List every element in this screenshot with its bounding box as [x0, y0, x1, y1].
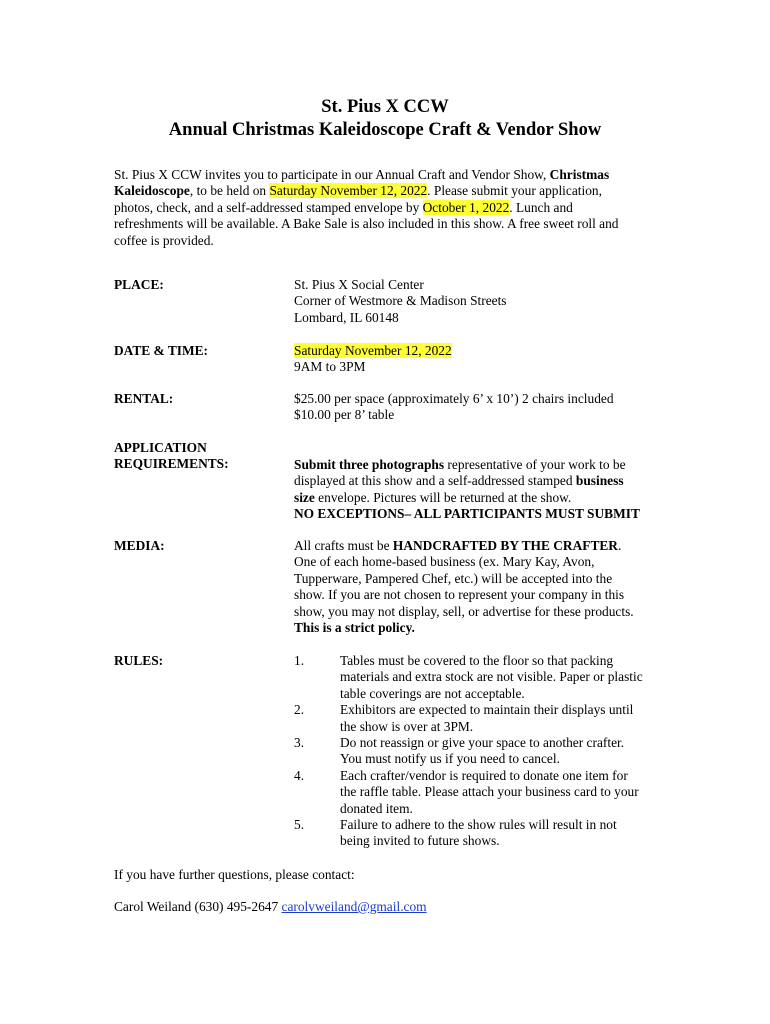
time-line: 9AM to 3PM — [294, 359, 366, 375]
rule-item — [294, 817, 674, 850]
intro-text: . Please submit your application, — [427, 183, 602, 199]
rule-text — [340, 768, 656, 817]
intro-text: coffee is provided. — [114, 232, 214, 248]
bold-text: size — [294, 489, 315, 505]
rule-text-line: table coverings are not acceptable. — [340, 685, 525, 701]
media-line: show. If you are not chosen to represent your company in this — [294, 587, 625, 603]
highlighted-date: Saturday November 12, 2022 — [294, 343, 452, 358]
application-text: envelope. Pictures will be returned at the show. — [314, 489, 572, 505]
intro-text: St. Pius X CCW invites you to participate in our Annual Craft and Vendor Show, — [114, 167, 550, 182]
show-name: Christmas — [549, 167, 610, 182]
media-text: . — [617, 538, 622, 553]
application-text: representative of your work to be — [444, 457, 626, 472]
media-label: MEDIA: — [114, 538, 165, 553]
contact-question: If you have further questions, please contact: — [114, 867, 355, 882]
rental-label: RENTAL: — [114, 391, 174, 406]
rule-text — [340, 653, 656, 702]
rule-text — [340, 735, 656, 768]
page-title: St. Pius X CCW — [321, 97, 449, 117]
application-label-line: REQUIREMENTS: — [114, 456, 229, 472]
rule-number: 3. — [294, 735, 305, 751]
rule-text-line: Failure to adhere to the show rules will result in not — [340, 817, 617, 833]
rule-number: 4. — [294, 767, 305, 783]
media-value — [294, 538, 670, 636]
application-label-line: APPLICATION — [114, 440, 207, 455]
rule-text-line: Exhibitors are expected to maintain their displays until — [340, 702, 634, 718]
place-line: Corner of Westmore & Madison Streets — [294, 293, 507, 309]
application-text: displayed at this show and a self-addressed stamped — [294, 473, 576, 489]
rule-text-line: the show is over at 3PM. — [340, 718, 474, 734]
rule-text-line: Do not reassign or give your space to another crafter. — [340, 735, 625, 751]
bold-text: NO EXCEPTIONS– ALL PARTICIPANTS MUST SUBMIT — [294, 506, 640, 522]
contact-name-phone: Carol Weiland (630) 495-2647 — [114, 899, 282, 914]
application-value — [294, 457, 670, 523]
email-link[interactable]: carolvweiland@gmail.com — [281, 899, 427, 914]
place-line: Lombard, IL 60148 — [294, 309, 399, 325]
rule-number: 2. — [294, 702, 305, 718]
media-line: Tupperware, Pampered Chef, etc.) will be accepted into the — [294, 570, 613, 586]
rules-list — [294, 653, 674, 850]
bold-text: Submit three photographs — [294, 457, 445, 472]
contact-line — [114, 899, 427, 915]
highlighted-date: Saturday November 12, 2022 — [269, 183, 428, 199]
application-label — [114, 440, 284, 473]
intro-text: . Lunch and — [509, 199, 573, 215]
intro-text: refreshments will be available. A Bake Sale is also included in this show. A free sweet roll and — [114, 216, 619, 232]
page-subtitle: Annual Christmas Kaleidoscope Craft & Vendor Show — [168, 120, 602, 140]
rule-text-line: You must notify us if you need to cancel. — [340, 751, 560, 767]
media-line: show, you may not display, sell, or advertise for these products. — [294, 603, 634, 619]
bold-text: HANDCRAFTED BY THE CRAFTER — [392, 538, 618, 553]
place-label: PLACE: — [114, 277, 164, 292]
datetime-label: DATE & TIME: — [114, 343, 208, 358]
rule-number: 1. — [294, 653, 305, 668]
place-line: St. Pius X Social Center — [294, 277, 424, 292]
place-value — [294, 277, 670, 326]
rule-text — [340, 702, 656, 735]
rule-number: 5. — [294, 817, 305, 833]
show-name: Kaleidoscope — [114, 183, 190, 199]
bold-text: business — [575, 473, 624, 489]
intro-text: , to be held on — [189, 183, 270, 199]
rule-text-line: donated item. — [340, 800, 413, 816]
rule-item — [294, 768, 674, 817]
bold-text: This is a strict policy. — [294, 620, 415, 636]
rule-text-line: materials and extra stock are not visible. Paper or plastic — [340, 669, 643, 685]
rule-item — [294, 735, 674, 768]
rule-text — [340, 817, 656, 850]
intro-text: photos, check, and a self-addressed stamped envelope by — [114, 199, 423, 215]
rental-line: $10.00 per 8’ table — [294, 407, 395, 423]
intro-paragraph — [114, 167, 662, 249]
rule-text-line: Each crafter/vendor is required to donate one item for — [340, 767, 628, 783]
highlighted-deadline: October 1, 2022 — [422, 199, 510, 215]
media-line: One of each home-based business (ex. Mary Kay, Avon, — [294, 554, 595, 570]
rule-text-line: the raffle table. Please attach your business card to your — [340, 784, 639, 800]
rental-line: $25.00 per space (approximately 6’ x 10’) 2 chairs included — [294, 391, 614, 406]
datetime-value — [294, 343, 670, 376]
media-text: All crafts must be — [294, 538, 393, 553]
rule-item — [294, 702, 674, 735]
rule-text-line: Tables must be covered to the floor so that packing — [340, 653, 614, 668]
rules-label: RULES: — [114, 653, 164, 668]
rental-value — [294, 391, 670, 424]
rule-item — [294, 653, 674, 702]
rule-text-line: being invited to future shows. — [340, 833, 500, 849]
